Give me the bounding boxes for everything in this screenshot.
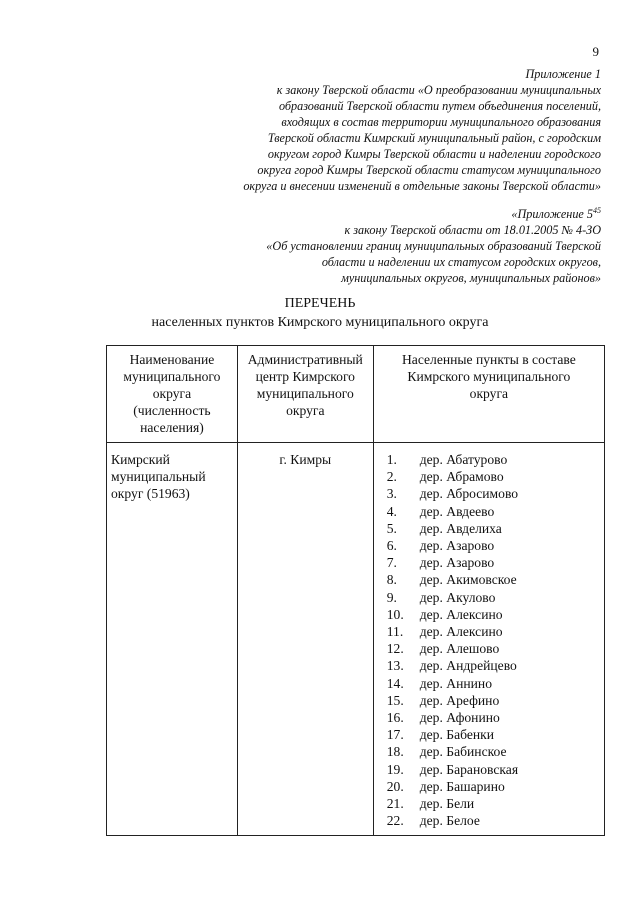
list-item-number: 6. xyxy=(386,538,397,554)
appendix-line: округом город Кимры Тверской области и наделении городского xyxy=(267,147,601,161)
appendix-line: к закону Тверской области от 18.01.2005 № 4-ЗО xyxy=(344,223,601,237)
appendix-line: «Об установлении границ муниципальных образований Тверской xyxy=(266,239,601,253)
list-item-number: 5. xyxy=(386,520,397,536)
list-item-number: 16. xyxy=(386,710,404,726)
header-line: Административный xyxy=(247,352,363,367)
header-line: Кимрского муниципального xyxy=(407,369,571,384)
list-item-number: 9. xyxy=(386,589,397,605)
district-line: муниципальный xyxy=(111,469,206,485)
appendix-line: муниципальных округов, муниципальных районов» xyxy=(341,271,601,285)
list-item-number: 10. xyxy=(386,606,404,622)
list-item-number: 1. xyxy=(386,452,397,467)
list-item xyxy=(387,554,600,571)
appendix-label-text: «Приложение 5 xyxy=(511,207,593,221)
list-item-name: дер. Бабинское xyxy=(419,744,507,760)
list-item-number: 13. xyxy=(386,658,404,674)
header-line: округа xyxy=(152,386,192,401)
list-item-name: дер. Абатурово xyxy=(419,452,508,467)
list-item-name: дер. Барановская xyxy=(419,761,519,777)
list-item-name: дер. Бабенки xyxy=(419,727,495,743)
list-item-name: дер. Афонино xyxy=(419,710,500,726)
list-item-name: дер. Бели xyxy=(419,796,475,812)
list-item-number: 3. xyxy=(386,486,397,502)
list-item-number: 2. xyxy=(386,469,397,485)
list-item-name: дер. Авдеево xyxy=(419,503,495,519)
list-item-number: 11. xyxy=(386,624,404,640)
list-item-name: дер. Андрейцево xyxy=(419,658,517,674)
appendix-line: округа и внесении изменений в отдельные законы Тверской области» xyxy=(243,179,601,193)
list-item xyxy=(387,503,600,520)
header-line: округа xyxy=(286,403,325,418)
list-item xyxy=(387,520,600,537)
header-line: округа xyxy=(469,386,509,401)
list-item-name: дер. Алексино xyxy=(419,624,503,640)
appendix-superscript: 45 xyxy=(593,205,601,215)
appendix-line: входящих в состав территории муниципального образования xyxy=(281,115,601,129)
table-row xyxy=(107,443,605,836)
header-line: центр Кимрского xyxy=(255,369,355,384)
list-item-name: дер. Абросимово xyxy=(419,486,519,502)
page-number: 9 xyxy=(592,44,599,59)
list-item-name: дер. Белое xyxy=(419,813,480,829)
list-item xyxy=(387,485,600,502)
list-item-name: дер. Арефино xyxy=(419,692,500,708)
list-item xyxy=(387,761,600,778)
table-header-row xyxy=(107,346,605,443)
list-item-number: 18. xyxy=(386,744,404,760)
list-item-name: дер. Акулово xyxy=(419,589,496,605)
district-line: Кимрский xyxy=(111,452,170,467)
list-item xyxy=(387,589,600,606)
list-item-name: дер. Алексино xyxy=(419,606,503,622)
list-item-name: дер. Азарово xyxy=(419,555,495,571)
appendix-1-header xyxy=(181,66,601,194)
admin-center-cell: г. Кимры xyxy=(237,443,373,836)
list-item-number: 4. xyxy=(386,503,397,519)
list-item-name: дер. Алешово xyxy=(419,641,500,657)
header-line: муниципального xyxy=(123,369,221,384)
list-item xyxy=(387,743,600,760)
header-line: муниципального xyxy=(256,386,354,401)
list-item-number: 12. xyxy=(386,641,404,657)
list-item xyxy=(387,451,600,468)
list-item xyxy=(387,692,600,709)
list-item-number: 14. xyxy=(386,675,404,691)
list-item xyxy=(387,726,600,743)
settlements-list xyxy=(378,451,600,829)
list-item xyxy=(387,778,600,795)
district-line: округ (51963) xyxy=(111,486,190,502)
list-item xyxy=(387,623,600,640)
list-item-name: дер. Аннино xyxy=(419,675,492,691)
list-item-number: 8. xyxy=(386,572,397,588)
list-item xyxy=(387,812,600,829)
appendix-line: области и наделении их статусом городских округов, xyxy=(321,255,601,269)
settlements-table xyxy=(106,345,605,836)
appendix-line: образований Тверской области путем объединения поселений, xyxy=(278,99,601,113)
header-line: Населенные пункты в составе xyxy=(401,352,576,367)
list-item xyxy=(387,640,600,657)
list-item xyxy=(387,537,600,554)
list-item xyxy=(387,571,600,588)
list-item-number: 15. xyxy=(386,692,404,708)
list-item xyxy=(387,675,600,692)
appendix-2-header xyxy=(181,206,601,286)
list-item-name: дер. Азарово xyxy=(419,538,495,554)
document-subtitle: населенных пунктов Кимрского муниципального округа xyxy=(151,315,489,330)
header-settlements xyxy=(373,346,604,443)
header-line: населения) xyxy=(140,420,204,435)
list-item-number: 21. xyxy=(386,796,404,812)
list-item xyxy=(387,606,600,623)
title-block xyxy=(0,294,640,332)
header-line: Наименование xyxy=(129,352,215,367)
settlements-cell xyxy=(373,443,604,836)
list-item xyxy=(387,795,600,812)
district-cell xyxy=(107,443,238,836)
list-item-number: 22. xyxy=(386,813,404,829)
list-item xyxy=(387,709,600,726)
list-item-number: 20. xyxy=(386,778,404,794)
appendix-line: к закону Тверской области «О преобразовании муниципальных xyxy=(276,83,601,97)
appendix-label xyxy=(181,206,601,222)
list-item-number: 17. xyxy=(386,727,404,743)
header-line: (численность xyxy=(133,403,211,418)
list-item-name: дер. Башарино xyxy=(419,778,505,794)
list-item xyxy=(387,468,600,485)
list-item-number: 19. xyxy=(386,761,404,777)
appendix-line: округа город Кимры Тверской области статусом муниципального xyxy=(257,163,601,177)
list-item-name: дер. Акимовское xyxy=(419,572,517,588)
appendix-line: Тверской области Кимрский муниципальный район, с городским xyxy=(267,131,601,145)
list-item-name: дер. Абрамово xyxy=(419,469,504,485)
header-municipal-district xyxy=(107,346,238,443)
list-item-name: дер. Авделиха xyxy=(419,520,502,536)
list-item-number: 7. xyxy=(386,555,397,571)
list-item xyxy=(387,657,600,674)
document-title: ПЕРЕЧЕНЬ xyxy=(284,296,356,311)
appendix-line: Приложение 1 xyxy=(525,67,601,81)
header-admin-center xyxy=(237,346,373,443)
